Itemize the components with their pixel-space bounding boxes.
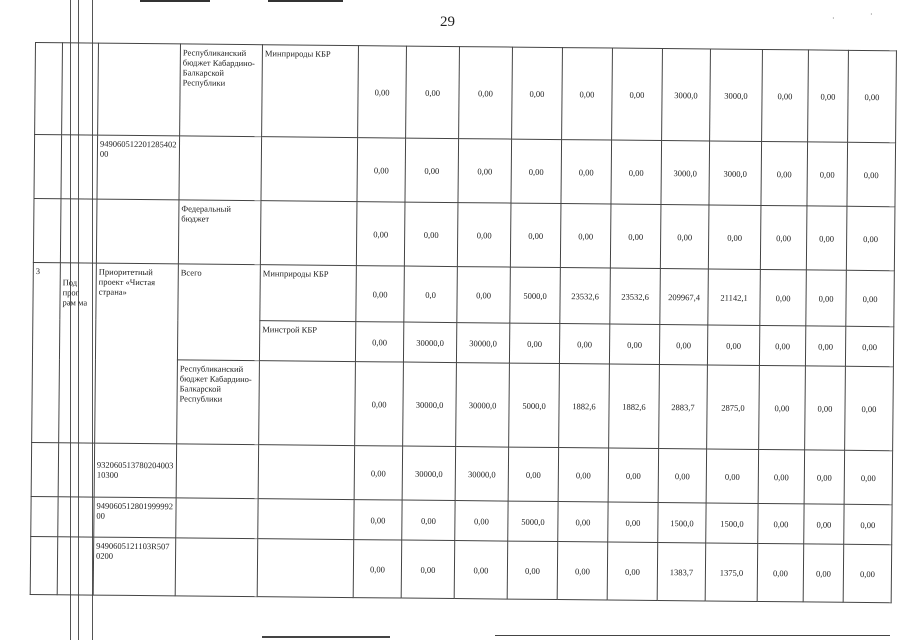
- value-cell: 0,00: [803, 544, 844, 602]
- value-cell: 0,00: [560, 204, 611, 268]
- funding-source-cell: Федеральный бюджет: [178, 200, 261, 265]
- value-cell: 23532,6: [560, 268, 611, 324]
- budget-code-cell: 94906051280199999200: [94, 497, 176, 538]
- value-cell: 0,00: [806, 270, 847, 326]
- value-cell: 30000,0: [455, 447, 509, 502]
- value-cell: 5000,0: [508, 501, 558, 541]
- value-cell: 30000,0: [403, 362, 457, 447]
- value-cell: 0,00: [758, 503, 804, 543]
- value-cell: 0,00: [508, 447, 559, 501]
- value-cell: 0,0: [404, 266, 458, 323]
- value-cell: 0,00: [507, 541, 558, 599]
- value-cell: 30000,0: [456, 363, 510, 448]
- value-cell: 30000,0: [456, 323, 509, 364]
- value-cell: 0,00: [356, 266, 405, 322]
- value-cell: 0,00: [760, 269, 807, 325]
- budget-code-cell: 93206051378020400310300: [94, 443, 177, 498]
- value-cell: 0,00: [660, 205, 709, 269]
- value-cell: 0,00: [844, 450, 893, 504]
- value-cell: 0,00: [608, 502, 658, 542]
- organization-cell: Минприроды КБР: [260, 265, 357, 322]
- value-cell: 209967,4: [660, 269, 709, 325]
- value-cell: 0,00: [459, 47, 513, 140]
- value-cell: 0,00: [406, 46, 460, 139]
- value-cell: 3000,0: [662, 49, 711, 141]
- budget-table: [30, 42, 897, 603]
- value-cell: 5000,0: [509, 363, 560, 447]
- value-cell: 0,00: [353, 540, 402, 598]
- value-cell: 0,00: [609, 324, 659, 364]
- value-cell: 3000,0: [710, 49, 763, 141]
- value-cell: 0,00: [559, 324, 609, 364]
- program-type-cell: [62, 43, 99, 135]
- scan-dot: ·: [832, 14, 835, 23]
- value-cell: 0,00: [402, 500, 455, 541]
- value-cell: 0,00: [761, 141, 808, 205]
- program-name-cell: Приоритетный проект «Чистая страна»: [95, 263, 179, 444]
- value-cell: 0,00: [558, 502, 608, 542]
- organization-cell: Минприроды КБР: [262, 45, 359, 138]
- value-cell: 0,00: [557, 542, 608, 600]
- value-cell: 0,00: [806, 206, 847, 270]
- program-name-cell: [96, 199, 179, 264]
- value-cell: 0,00: [354, 500, 402, 540]
- table-row: [35, 43, 897, 143]
- value-cell: 0,00: [405, 138, 459, 203]
- value-cell: 1500,0: [658, 503, 706, 543]
- row-number-cell: 3: [32, 262, 61, 442]
- budget-code-cell: 94906051220128540200: [97, 135, 180, 200]
- organization-cell: [260, 201, 357, 266]
- value-cell: 1375,0: [705, 543, 758, 601]
- value-cell: 1500,0: [706, 503, 758, 543]
- value-cell: 0,00: [611, 140, 662, 204]
- value-cell: 0,00: [844, 504, 892, 544]
- value-cell: 0,00: [509, 323, 559, 363]
- value-cell: 0,00: [706, 449, 759, 503]
- organization-cell: [259, 361, 356, 446]
- value-cell: 30000,0: [403, 322, 456, 363]
- value-cell: 0,00: [355, 322, 403, 362]
- value-cell: 0,00: [843, 544, 892, 602]
- value-cell: 0,00: [708, 205, 761, 269]
- table-row: [33, 262, 894, 326]
- value-cell: 0,00: [355, 362, 404, 446]
- organization-cell: [258, 445, 355, 500]
- table-row: [34, 135, 896, 207]
- value-cell: 1383,7: [657, 543, 706, 601]
- program-type-cell: [61, 135, 98, 199]
- table-row: [33, 198, 895, 270]
- funding-source-cell: [176, 444, 259, 499]
- value-cell: 0,00: [401, 540, 455, 599]
- scan-mark-top-center: [268, 0, 343, 2]
- program-type-cell: [57, 537, 94, 595]
- row-number-cell: [31, 442, 59, 496]
- funding-source-cell: Республиканский бюджет Кабардино-Балкарской Республики: [177, 360, 260, 445]
- funding-source-cell: [175, 538, 258, 597]
- value-cell: 5000,0: [510, 267, 561, 323]
- program-name-cell: [98, 43, 181, 136]
- organization-cell: Минстрой КБР: [259, 321, 355, 362]
- value-cell: 0,00: [805, 366, 846, 450]
- value-cell: 0,00: [510, 203, 561, 267]
- value-cell: 0,00: [454, 541, 508, 600]
- organization-cell: [261, 137, 358, 202]
- budget-table-wrapper: [30, 42, 887, 606]
- value-cell: 1882,6: [559, 364, 610, 448]
- value-cell: 1882,6: [609, 364, 660, 448]
- value-cell: 0,00: [759, 325, 805, 365]
- value-cell: 0,00: [804, 450, 845, 504]
- value-cell: 0,00: [757, 543, 804, 601]
- value-cell: 3000,0: [709, 141, 762, 205]
- value-cell: 0,00: [845, 326, 893, 366]
- row-number-cell: [34, 135, 62, 199]
- value-cell: 0,00: [847, 142, 896, 206]
- value-cell: 0,00: [607, 542, 658, 600]
- value-cell: 3000,0: [661, 141, 710, 205]
- value-cell: 0,00: [562, 48, 613, 140]
- budget-code-cell: 9490605121103R5070200: [93, 537, 176, 596]
- value-cell: 2875,0: [707, 365, 760, 449]
- value-cell: 0,00: [512, 47, 563, 139]
- scan-mark-bottom: [262, 636, 390, 638]
- value-cell: 0,00: [848, 50, 897, 142]
- value-cell: 0,00: [659, 325, 707, 365]
- row-number-cell: [33, 198, 61, 262]
- value-cell: 0,00: [457, 203, 511, 268]
- program-type-cell: [58, 443, 95, 497]
- value-cell: 0,00: [458, 139, 512, 204]
- scan-mark-bottom-right: [495, 635, 890, 636]
- value-cell: 0,00: [612, 48, 663, 140]
- row-number-cell: [30, 536, 58, 594]
- value-cell: 0,00: [558, 448, 609, 502]
- value-cell: 0,00: [845, 366, 894, 450]
- value-cell: 0,00: [762, 49, 809, 141]
- program-type-cell: Под прог рам ма: [59, 263, 97, 443]
- organization-cell: [257, 539, 354, 598]
- value-cell: 0,00: [805, 326, 845, 366]
- value-cell: 0,00: [846, 270, 895, 326]
- table-row: [31, 442, 892, 504]
- scan-mark-top-left: [140, 0, 210, 2]
- value-cell: 0,00: [759, 365, 806, 449]
- value-cell: 21142,1: [708, 269, 761, 325]
- row-number-cell: [31, 496, 58, 536]
- value-cell: 0,00: [807, 142, 848, 206]
- funding-source-cell: [179, 136, 262, 201]
- value-cell: 0,00: [357, 138, 406, 202]
- value-cell: 0,00: [561, 140, 612, 204]
- program-type-cell: [58, 497, 94, 537]
- value-cell: 0,00: [808, 50, 849, 142]
- value-cell: 0,00: [457, 267, 511, 324]
- value-cell: 0,00: [358, 46, 407, 138]
- scan-dot: ·: [870, 10, 873, 19]
- funding-source-cell: Республиканский бюджет Кабардино-Балкарской Республики: [180, 44, 263, 137]
- value-cell: 0,00: [610, 204, 661, 268]
- funding-source-cell: [176, 498, 258, 539]
- row-number-cell: [35, 43, 63, 135]
- page-number: 29: [440, 14, 455, 30]
- value-cell: 0,00: [846, 206, 895, 270]
- value-cell: 0,00: [354, 446, 403, 500]
- value-cell: 0,00: [455, 501, 508, 542]
- value-cell: 0,00: [658, 449, 707, 503]
- table-row: [30, 536, 892, 602]
- value-cell: 0,00: [804, 504, 844, 544]
- organization-cell: [258, 499, 354, 540]
- value-cell: 30000,0: [402, 446, 456, 501]
- value-cell: 0,00: [760, 205, 807, 269]
- value-cell: 0,00: [608, 448, 659, 502]
- value-cell: 0,00: [758, 449, 805, 503]
- value-cell: 23532,6: [610, 268, 661, 324]
- value-cell: 0,00: [707, 325, 759, 365]
- value-cell: 0,00: [404, 202, 458, 267]
- value-cell: 0,00: [356, 202, 405, 266]
- value-cell: 0,00: [511, 139, 562, 203]
- value-cell: 2883,7: [659, 365, 708, 449]
- funding-source-cell: Всего: [177, 264, 260, 361]
- program-type-cell: [60, 199, 97, 263]
